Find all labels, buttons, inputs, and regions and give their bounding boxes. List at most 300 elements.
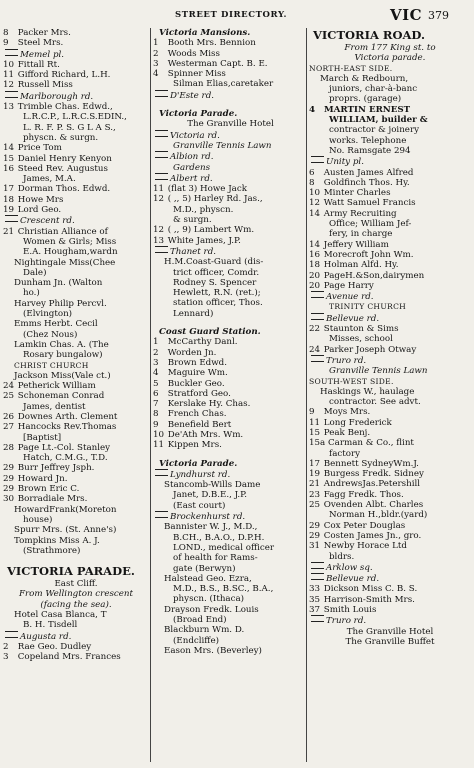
directory-entry (3, 412, 149, 422)
directory-entry (309, 407, 471, 417)
directory-entry: Hotel Casa Blanca, T (14, 610, 107, 621)
house-number: 19 (309, 469, 321, 480)
entry-continuation: trict officer, Comdr. (173, 267, 260, 278)
cross-street: D'Este rd. (153, 90, 308, 101)
directory-entry: CHRIST CHURCH (14, 360, 89, 370)
entry-continuation: bldrs. (329, 551, 355, 562)
entry-name: Lord Geo. (17, 205, 62, 216)
house-number: 18 (3, 194, 15, 205)
directory-entry: H.M.Coast-Guard (dis- (164, 257, 264, 268)
house-number: 6 (153, 388, 159, 399)
entry-continuation: B.CH., B.A.O., D.P.H. (173, 532, 265, 543)
directory-entry (309, 469, 471, 479)
directory-entry (153, 49, 308, 59)
directory-entry (309, 490, 471, 500)
entry-name: Harrison-Smith Mrs. (323, 594, 415, 605)
entry-name: Moys Mrs. (323, 407, 371, 418)
directory-entry: Dunham Jn. (Walton (14, 278, 103, 289)
house-number: 27 (3, 422, 15, 433)
section-heading: Coast Guard Station. (159, 327, 261, 338)
entry-continuation: of health for Rams- (173, 553, 258, 564)
directory-entry: Emms Herbt. Cecil (14, 319, 98, 330)
directory-entry (309, 584, 471, 594)
house-number: 2 (153, 347, 159, 358)
entry-continuation: proprs. (garage) (329, 94, 402, 105)
entry-continuation: James, dentist (23, 401, 86, 412)
directory-entry: Halstead Geo. Ezra, (164, 573, 252, 584)
directory-entry: Drayson Fredk. Louis (164, 604, 259, 615)
house-number: 20 (309, 280, 321, 291)
directory-entry (309, 595, 471, 605)
entry-continuation: fery, in charge (329, 229, 393, 240)
directory-entry (153, 337, 308, 347)
entry-continuation: B. H. Tisdell (23, 620, 78, 631)
centered-line: East Cliff. (54, 579, 98, 590)
directory-entry (309, 418, 471, 428)
cross-street: Truro rd. (309, 615, 471, 626)
house-number: 13 (153, 235, 165, 246)
house-number: 7 (153, 399, 159, 410)
directory-entry (309, 459, 471, 469)
directory-entry (153, 420, 308, 430)
entry-name: Steed Rev. Augustus (17, 163, 108, 174)
entry-name: Goldfinch Thos. Hy. (323, 177, 410, 188)
column-3 (309, 28, 471, 766)
entry-continuation: Women & Girls; Miss (23, 236, 117, 247)
directory-entry (153, 430, 308, 440)
entry-continuation: (Strathmore) (23, 545, 81, 556)
directory-entry (309, 260, 471, 270)
directory-entry (3, 60, 149, 70)
directory-entry: Spurr Mrs. (St. Anne's) (14, 525, 117, 536)
street-heading: VICTORIA ROAD. (313, 28, 425, 42)
entry-name: Westerman Capt. B. E. (167, 58, 268, 69)
house-number: 31 (309, 541, 321, 552)
house-number: 15 (3, 153, 15, 164)
entry-name: Burr Jeffrey Jsph. (17, 463, 95, 474)
directory-entry: Lamkin Chas. A. (The (14, 339, 109, 350)
entry-name: Price Tom (17, 143, 62, 154)
house-number: 29 (309, 520, 321, 531)
entry-name: Page Lt.-Col. Stanley (17, 442, 111, 453)
entry-continuation: WILLIAM, builder & (329, 115, 428, 126)
cross-street: Brockenhurst rd. (153, 511, 308, 522)
directory-entry (3, 652, 149, 662)
entry-name: Worden Jn. (167, 347, 217, 358)
entry-name: PageH.&Son,dairymen (323, 270, 425, 281)
house-number: 12 (309, 198, 321, 209)
entry-name: Borradiale Mrs. (17, 494, 88, 505)
entry-name: Brown Eric C. (17, 484, 80, 495)
cross-street: Lyndhurst rd. (153, 469, 308, 480)
house-number: 3 (153, 357, 159, 368)
landmark-entry: Gardens (173, 162, 211, 173)
entry-name: AndrewsJas.Petershill (323, 479, 421, 490)
directory-entry (3, 184, 149, 194)
directory-entry: Harvey Philip Percvl. (14, 298, 107, 309)
house-number: 14 (3, 143, 15, 154)
running-title: STREET DIRECTORY. (175, 10, 288, 20)
directory-entry (309, 324, 471, 334)
house-number: 21 (309, 479, 321, 490)
entry-name: Newby Horace Ltd (323, 541, 407, 552)
directory-entry (3, 154, 149, 164)
column-rule (150, 28, 151, 762)
house-number: 20 (309, 270, 321, 281)
directory-entry (3, 443, 149, 453)
entry-name: Buckler Geo. (167, 378, 225, 389)
entry-name: Cox Peter Douglas (323, 520, 406, 531)
directory-entry (309, 345, 471, 355)
entry-name: MARTIN ERNEST (324, 104, 411, 115)
house-number: 11 (153, 184, 165, 195)
entry-continuation: physcn. & surgn. (23, 132, 99, 143)
entry-continuation: Dale) (23, 267, 47, 278)
cross-street: Memel pl. (3, 49, 149, 60)
directory-entry (309, 500, 471, 510)
house-number: 9 (153, 419, 159, 430)
house-number: 23 (309, 489, 321, 500)
entry-name: Woods Miss (167, 48, 220, 59)
directory-entry: Blackburn Wm. D. (164, 625, 245, 636)
cross-street: Arklow sq. (309, 562, 471, 573)
entry-name: Austen James Alfred (323, 167, 414, 178)
house-number: 29 (3, 463, 15, 474)
house-number: 10 (309, 188, 321, 199)
house-number: 11 (153, 440, 165, 451)
house-number: 10 (153, 429, 165, 440)
house-number: 17 (3, 184, 15, 195)
house-number: 29 (3, 473, 15, 484)
house-number: 4 (153, 69, 159, 80)
side-subheading: NORTH-EAST SIDE. (309, 63, 393, 73)
directory-entry (153, 409, 308, 419)
directory-entry (3, 227, 149, 237)
entry-continuation: physcn. (Ithaca) (173, 594, 245, 605)
directory-entry: Haskings W., haulage (320, 386, 415, 397)
directory-entry: Stancomb-Wills Dame (164, 480, 261, 491)
directory-entry (309, 105, 471, 115)
entry-name: White James, J.P. (167, 235, 241, 246)
section-letters: VIC (390, 6, 423, 24)
entry-continuation: factory (329, 448, 361, 459)
entry-name: Fittall Rt. (17, 59, 60, 70)
directory-entry (153, 399, 308, 409)
entry-name: Watt Samuel Francis (323, 198, 416, 209)
directory-entry (153, 225, 308, 235)
street-extent: (facing the sea). (40, 599, 112, 610)
directory-entry (153, 184, 308, 194)
house-number: 9 (309, 407, 315, 418)
centered-line: The Granville Buffet (345, 636, 435, 647)
centered-line: The Granville Hotel (187, 119, 274, 130)
directory-entry (153, 358, 308, 368)
house-number: 16 (3, 163, 15, 174)
directory-entry (3, 381, 149, 391)
directory-entry (153, 38, 308, 48)
cross-street: Marlborough rd. (3, 91, 149, 102)
house-number: 4 (153, 368, 159, 379)
directory-entry (3, 28, 149, 38)
entry-name: Costen James Jn., gro. (323, 530, 422, 541)
entry-continuation: Rosary bungalow) (23, 350, 103, 361)
entry-continuation: E.A. Hougham,wardn (23, 247, 118, 258)
directory-entry (309, 250, 471, 260)
directory-entry (309, 240, 471, 250)
directory-entry (309, 168, 471, 178)
entry-name: Howe Mrs (17, 194, 64, 205)
directory-entry: March & Redbourn, (320, 73, 409, 84)
directory-entry (3, 391, 149, 401)
directory-entry (309, 281, 471, 291)
house-number: 1 (153, 38, 159, 49)
entry-continuation: M.D., physcn. (173, 204, 234, 215)
house-number: 12 (153, 194, 165, 205)
entry-name: Howard Jn. (17, 473, 68, 484)
house-number: 21 (3, 226, 15, 237)
house-number: 8 (3, 28, 9, 38)
directory-entry (309, 531, 471, 541)
directory-entry: Tompkins Miss A. J. (14, 535, 100, 546)
house-number: 25 (3, 391, 15, 402)
entry-name: Peak Benj. (323, 427, 371, 438)
street-extent: From 177 King st. to (344, 43, 436, 53)
entry-name: Schoneman Conrad (17, 391, 105, 402)
directory-entry (153, 389, 308, 399)
directory-entry (309, 438, 471, 448)
house-number: 2 (3, 641, 9, 652)
section-heading: Victoria Mansions. (159, 28, 251, 38)
directory-entry (3, 484, 149, 494)
entry-name: ( ,, 9) Lambert Wm. (167, 225, 255, 236)
entry-continuation: station officer, Thos. (173, 298, 263, 309)
entry-name: Rae Geo. Dudley (17, 641, 92, 652)
directory-entry (309, 428, 471, 438)
entry-name: Army Recruiting (323, 208, 397, 219)
entry-name: Page Harry (323, 280, 374, 291)
page-header (0, 6, 474, 25)
entry-continuation: juniors, char-à-banc (329, 84, 418, 95)
house-number: 8 (309, 177, 315, 188)
section-heading: Victoria Parade. (159, 458, 238, 469)
entry-name: Ovenden Albt. Charles (323, 500, 424, 511)
entry-continuation: (Endcliffe) (173, 635, 220, 646)
street-extent: Victoria parade. (354, 53, 426, 64)
street-heading: VICTORIA PARADE. (7, 564, 135, 579)
house-number: 1 (153, 337, 159, 348)
entry-name: Daniel Henry Kenyon (17, 153, 112, 164)
directory-entry (3, 463, 149, 473)
directory-entry (309, 541, 471, 551)
house-number: 29 (309, 530, 321, 541)
entry-continuation: (Elvington) (23, 309, 73, 320)
cross-street: Albion rd. (153, 151, 308, 162)
house-number: 25 (309, 500, 321, 511)
entry-name: Spinner Miss (167, 69, 226, 80)
house-number: 24 (3, 381, 15, 392)
entry-continuation: house) (23, 514, 53, 525)
directory-entry: Jackson Miss(Vale ct.) (14, 370, 111, 381)
directory-entry (3, 422, 149, 432)
house-number: 30 (3, 494, 15, 505)
entry-name: French Chas. (167, 409, 227, 420)
directory-entry (309, 521, 471, 531)
house-number: 35 (309, 594, 321, 605)
entry-continuation: Rodney S. Spencer (173, 277, 257, 288)
directory-entry (309, 178, 471, 188)
entry-name: Packer Mrs. (17, 28, 71, 38)
entry-continuation: Lennard) (173, 308, 214, 319)
cross-street: Unity pl. (309, 156, 471, 167)
entry-name: Downes Arth. Clement (17, 411, 118, 422)
entry-continuation: Misses, school (329, 334, 393, 345)
house-number: 14 (309, 239, 321, 250)
house-number: 5 (153, 378, 159, 389)
entry-name: Kippen Mrs. (167, 440, 222, 451)
directory-entry: Nightingale Miss(Chee (14, 257, 116, 268)
entry-name: Smith Louis (323, 605, 377, 616)
spacer (153, 101, 308, 109)
spacer (3, 556, 149, 564)
house-number: 29 (3, 484, 15, 495)
entry-continuation: L.R.C.P., L.R.C.S.EDIN., (23, 112, 127, 123)
directory-entry (153, 440, 308, 450)
entry-name: Stratford Geo. (167, 388, 231, 399)
directory-entry (309, 479, 471, 489)
house-number: 37 (309, 605, 321, 616)
centered-line: The Granville Hotel (346, 626, 434, 637)
directory-entry (3, 164, 149, 174)
cross-street: Avenue rd. (309, 291, 471, 302)
entry-name: De'Ath Mrs. Wm. (167, 429, 244, 440)
house-number: 12 (153, 225, 165, 236)
house-number: 16 (309, 249, 321, 260)
entry-name: (flat 3) Howe Jack (167, 184, 247, 195)
landmark-entry: Granville Tennis Lawn (173, 140, 272, 151)
entry-name: Christian Alliance of (17, 226, 108, 237)
cross-street: Albert rd. (153, 173, 308, 184)
house-number: 9 (3, 38, 9, 49)
entry-name: Jeffery William (323, 239, 389, 250)
directory-entry: HowardFrank(Moreton (14, 504, 117, 515)
directory-entry (3, 195, 149, 205)
entry-continuation: contractor & joinery (329, 125, 420, 136)
house-number: 14 (309, 208, 321, 219)
spacer (153, 451, 308, 459)
entry-name: Petherick William (17, 381, 96, 392)
entry-name: Minter Charles (323, 188, 391, 199)
entry-continuation: Silman Elias,caretaker (173, 79, 274, 90)
column-rule (306, 28, 307, 762)
entry-name: Kerslake Hy. Chas. (167, 399, 251, 410)
entry-continuation: No. Ramsgate 294 (329, 145, 411, 156)
house-number: 15a (309, 438, 326, 449)
entry-continuation: Hewlett, R.N. (ret.); (173, 288, 261, 299)
house-number: 17 (309, 458, 321, 469)
directory-entry (3, 494, 149, 504)
entry-name: Hancocks Rev.Thomas (17, 422, 117, 433)
cross-street: Augusta rd. (3, 631, 149, 642)
entry-continuation: [Baptist] (23, 432, 62, 443)
page-number: 379 (428, 9, 449, 22)
entry-name: ( ,, 5) Harley Rd. Jas., (167, 194, 263, 205)
directory-entry (3, 642, 149, 652)
house-number: 12 (3, 80, 15, 91)
house-number: 6 (309, 167, 315, 178)
entry-name: Long Frederick (323, 417, 392, 428)
house-number: 26 (3, 411, 15, 422)
landmark-entry: TRINITY CHURCH (329, 302, 407, 312)
entry-name: Trimble Chas. Edwd., (17, 102, 113, 113)
cross-street: Bellevue rd. (309, 573, 471, 584)
entry-name: Staunton & Sims (323, 324, 399, 335)
entry-name: Benefield Bert (167, 419, 232, 430)
directory-entry (309, 198, 471, 208)
spacer (153, 319, 308, 327)
directory-entry (309, 271, 471, 281)
directory-entry (153, 379, 308, 389)
entry-continuation: Janet, D.B.E., J.P. (173, 490, 248, 501)
house-number: 4 (309, 104, 316, 115)
directory-entry (3, 70, 149, 80)
house-number: 11 (3, 70, 15, 81)
entry-name: Dickson Miss C. B. S. (323, 584, 418, 595)
house-number: 22 (309, 324, 321, 335)
directory-entry (3, 143, 149, 153)
directory-entry (153, 194, 308, 204)
entry-continuation: LOND., medical officer (173, 542, 275, 553)
cross-street: Crescent rd. (3, 215, 149, 226)
directory-entry (3, 102, 149, 112)
entry-continuation: Hatch, C.M.G., T.D. (23, 453, 108, 464)
entry-name: Brown Edwd. (167, 357, 227, 368)
entry-continuation: & surgn. (173, 215, 212, 226)
landmark-entry: Granville Tennis Lawn (329, 366, 428, 377)
entry-continuation: contractor. See advt. (329, 397, 421, 408)
entry-name: Fagg Fredk. Thos. (323, 489, 404, 500)
entry-continuation: (Broad End) (173, 615, 227, 626)
entry-continuation: L. R. F. P. S. G L A S., (23, 122, 116, 133)
house-number: 11 (309, 417, 321, 428)
entry-continuation: works. Telephone (329, 135, 407, 146)
house-number: 2 (153, 48, 159, 59)
directory-entry (3, 80, 149, 90)
house-number: 19 (3, 205, 15, 216)
house-number: 28 (3, 442, 15, 453)
column-1 (3, 28, 149, 766)
directory-entry: Bannister W. J., M.D., (164, 522, 258, 533)
cross-street: Bellevue rd. (309, 313, 471, 324)
entry-continuation: (East court) (173, 500, 226, 511)
directory-entry (153, 59, 308, 69)
house-number: 10 (3, 59, 15, 70)
house-number: 3 (3, 652, 9, 663)
directory-entry (153, 69, 308, 79)
directory-entry (153, 348, 308, 358)
entry-name: Copeland Mrs. Frances (17, 652, 121, 663)
entry-name: Morecroft John Wm. (323, 249, 414, 260)
house-number: 24 (309, 344, 321, 355)
entry-continuation: Norman H.,bldr.(yard) (329, 510, 428, 521)
entry-continuation: James, M.A. (23, 174, 76, 185)
directory-entry: Eason Mrs. (Beverley) (164, 645, 262, 656)
entry-name: Russell Miss (17, 80, 73, 91)
directory-entry (153, 236, 308, 246)
house-number: 8 (153, 409, 159, 420)
directory-entry (3, 38, 149, 48)
entry-name: Holman Alfd. Hy. (323, 260, 399, 271)
entry-name: Booth Mrs. Bennion (167, 38, 256, 49)
